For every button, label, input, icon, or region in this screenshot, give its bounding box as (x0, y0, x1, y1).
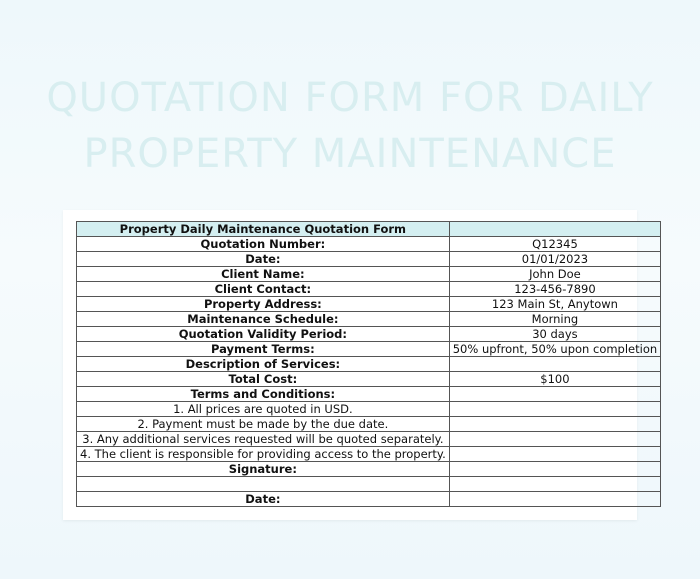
signature-label[interactable]: Signature: (77, 462, 450, 477)
table-row (77, 357, 661, 372)
table-row (77, 492, 661, 507)
page-title-line-2: PROPERTY MAINTENANCE (83, 131, 617, 177)
table-header-row (77, 222, 661, 237)
field-label-property-address[interactable]: Property Address: (77, 297, 450, 312)
term-item-3[interactable]: 3. Any additional services requested will be quoted separately. (77, 432, 450, 447)
signature-value[interactable] (449, 462, 660, 477)
table-row (77, 432, 661, 447)
term-item-3-empty[interactable] (449, 432, 660, 447)
field-label-terms[interactable]: Terms and Conditions: (77, 387, 450, 402)
quotation-sheet (63, 210, 658, 520)
table-row (77, 267, 661, 282)
field-value-terms[interactable] (449, 387, 660, 402)
field-value-date[interactable]: 01/01/2023 (449, 252, 660, 267)
term-item-4[interactable]: 4. The client is responsible for providing access to the property. (77, 447, 450, 462)
form-header-cell[interactable]: Property Daily Maintenance Quotation Form (77, 222, 450, 237)
term-item-1-empty[interactable] (449, 402, 660, 417)
field-label-client-name[interactable]: Client Name: (77, 267, 450, 282)
table-row (77, 237, 661, 252)
table-row (77, 447, 661, 462)
table-row (77, 282, 661, 297)
table-row (77, 372, 661, 387)
term-item-4-empty[interactable] (449, 447, 660, 462)
table-row (77, 342, 661, 357)
signature-space-value[interactable] (449, 477, 660, 492)
term-item-2[interactable]: 2. Payment must be made by the due date. (77, 417, 450, 432)
field-value-client-contact[interactable]: 123-456-7890 (449, 282, 660, 297)
table-row (77, 387, 661, 402)
table-row (77, 327, 661, 342)
page-title (0, 70, 700, 182)
field-label-client-contact[interactable]: Client Contact: (77, 282, 450, 297)
page-title-line-1: QUOTATION FORM FOR DAILY (46, 75, 654, 121)
term-item-1[interactable]: 1. All prices are quoted in USD. (77, 402, 450, 417)
field-label-date[interactable]: Date: (77, 252, 450, 267)
field-label-maintenance-schedule[interactable]: Maintenance Schedule: (77, 312, 450, 327)
table-row (77, 312, 661, 327)
field-value-total-cost[interactable]: $100 (449, 372, 660, 387)
field-value-property-address[interactable]: 123 Main St, Anytown (449, 297, 660, 312)
field-label-quotation-number[interactable]: Quotation Number: (77, 237, 450, 252)
field-value-payment-terms[interactable]: 50% upfront, 50% upon completion (449, 342, 660, 357)
field-value-validity-period[interactable]: 30 days (449, 327, 660, 342)
table-row (77, 417, 661, 432)
signature-space-cell[interactable] (77, 477, 450, 492)
table-row (77, 252, 661, 267)
table-row (77, 477, 661, 492)
quotation-table (76, 221, 661, 507)
field-label-total-cost[interactable]: Total Cost: (77, 372, 450, 387)
form-header-empty-cell[interactable] (449, 222, 660, 237)
field-value-client-name[interactable]: John Doe (449, 267, 660, 282)
signature-date-value[interactable] (449, 492, 660, 507)
table-row (77, 297, 661, 312)
field-label-validity-period[interactable]: Quotation Validity Period: (77, 327, 450, 342)
field-value-quotation-number[interactable]: Q12345 (449, 237, 660, 252)
field-label-payment-terms[interactable]: Payment Terms: (77, 342, 450, 357)
field-value-description[interactable] (449, 357, 660, 372)
term-item-2-empty[interactable] (449, 417, 660, 432)
field-value-maintenance-schedule[interactable]: Morning (449, 312, 660, 327)
table-row (77, 402, 661, 417)
signature-date-label[interactable]: Date: (77, 492, 450, 507)
table-row (77, 462, 661, 477)
field-label-description[interactable]: Description of Services: (77, 357, 450, 372)
